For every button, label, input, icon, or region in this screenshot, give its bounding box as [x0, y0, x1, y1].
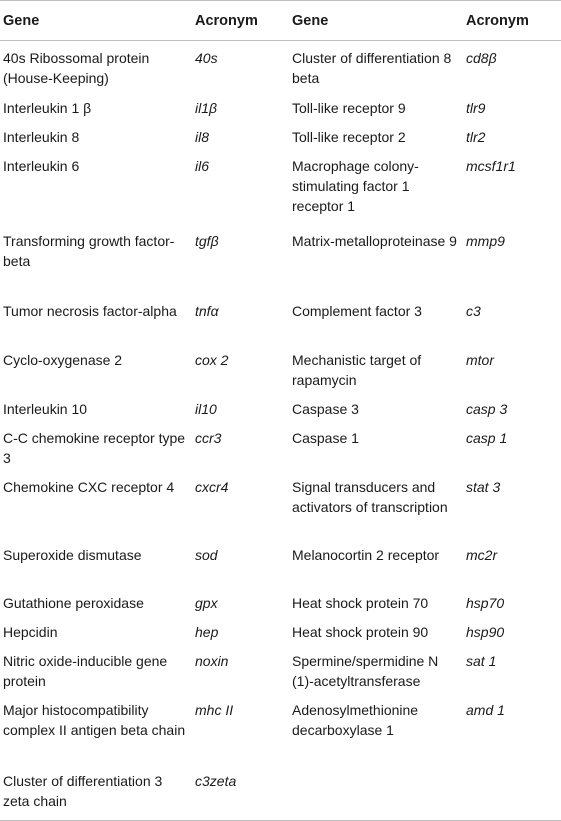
acronym-right: amd 1 [466, 701, 505, 718]
table-row [0, 538, 561, 586]
acronym-right: mcsf1r1 [466, 157, 516, 174]
acronym-right: tlr2 [466, 128, 486, 145]
acronym-left: noxin [195, 652, 229, 669]
gene-name-left: Superoxide dismutase [3, 546, 142, 563]
acronym-left: il6 [195, 157, 210, 174]
gene-name-left: Major histocompatibility complex II antigen beta chain [3, 701, 186, 738]
header-acronym-right: Acronym [463, 1, 561, 41]
table-row [0, 149, 561, 224]
acronym-right: casp 3 [466, 400, 508, 417]
gene-name-left: Interleukin 8 [3, 128, 80, 145]
acronym-left: 40s [195, 50, 218, 66]
gene-name-left: Gutathione peroxidase [3, 594, 144, 611]
table-row [0, 120, 561, 149]
gene-name-right: Caspase 1 [292, 429, 359, 446]
gene-name-right: Matrix-metalloproteinase 9 [292, 232, 457, 249]
gene-name-right: Spermine/spermidine N (1)-acetyltransferase [292, 652, 439, 689]
gene-name-right: Mechanistic target of rapamycin [292, 351, 422, 388]
acronym-left: hep [195, 623, 219, 640]
table-row [0, 693, 561, 764]
gene-name-left: Cyclo-oxygenase 2 [3, 351, 123, 368]
acronym-right: mtor [466, 351, 494, 368]
acronym-left: il10 [195, 400, 217, 417]
table-row [0, 764, 561, 821]
table-row [0, 343, 561, 392]
acronym-left: mhc II [195, 701, 234, 718]
gene-name-right: Melanocortin 2 receptor [292, 546, 440, 563]
acronym-right [463, 764, 561, 821]
acronym-right: mmp9 [466, 232, 505, 249]
gene-name-left: Tumor necrosis factor-alpha [3, 302, 177, 319]
acronym-right: casp 1 [466, 429, 508, 446]
gene-name-left: Interleukin 1 β [3, 99, 92, 116]
acronym-left: tnfα [195, 302, 219, 319]
table-row [0, 91, 561, 120]
table-body [0, 41, 561, 821]
gene-name-left: Transforming growth factor-beta [3, 232, 175, 269]
acronym-right: hsp90 [466, 623, 505, 640]
header-acronym-left: Acronym [192, 1, 288, 41]
acronym-left: il8 [195, 128, 210, 145]
gene-name-right: Caspase 3 [292, 400, 359, 417]
acronym-left: cxcr4 [195, 478, 229, 495]
header-gene-left: Gene [0, 1, 192, 41]
gene-name-right: Heat shock protein 70 [292, 594, 429, 611]
acronym-left: il1β [195, 99, 218, 116]
acronym-left: cox 2 [195, 351, 229, 368]
gene-name-right: Heat shock protein 90 [292, 623, 429, 640]
gene-name-left: Interleukin 6 [3, 157, 80, 174]
acronym-right: mc2r [466, 546, 498, 563]
acronym-right: cd8β [466, 50, 497, 66]
gene-name-right [288, 764, 463, 821]
gene-name-right: Adenosylmethionine decarboxylase 1 [292, 701, 419, 738]
table-row [0, 644, 561, 693]
gene-name-right: Complement factor 3 [292, 302, 422, 319]
acronym-left: c3zeta [192, 764, 288, 821]
gene-name-left: C-C chemokine receptor type 3 [3, 429, 186, 466]
table-row [0, 294, 561, 343]
acronym-right: hsp70 [466, 594, 505, 611]
table-row [0, 615, 561, 644]
gene-name-left: Nitric oxide-inducible gene protein [3, 652, 168, 689]
gene-name-left: 40s Ribossomal protein (House-Keeping) [3, 50, 150, 86]
acronym-left: sod [195, 546, 218, 563]
table-row [0, 470, 561, 538]
gene-name-right: Signal transducers and activators of transcription [292, 478, 448, 515]
acronym-left: ccr3 [195, 429, 222, 446]
table-header-row [0, 1, 561, 41]
gene-name-left: Chemokine CXC receptor 4 [3, 478, 175, 495]
gene-name-right: Macrophage colony-stimulating factor 1 receptor 1 [292, 157, 419, 214]
gene-name-right: Cluster of differentiation 8 beta [292, 50, 452, 86]
acronym-right: tlr9 [466, 99, 486, 116]
table-row [0, 224, 561, 294]
gene-name-left: Interleukin 10 [3, 400, 88, 417]
acronym-right: c3 [466, 302, 481, 319]
acronym-left: gpx [195, 594, 218, 611]
table-row [0, 392, 561, 421]
header-gene-right: Gene [288, 1, 463, 41]
acronym-right: stat 3 [466, 478, 501, 495]
gene-name-right: Toll-like receptor 2 [292, 128, 406, 145]
table-row [0, 421, 561, 470]
gene-name-right: Toll-like receptor 9 [292, 99, 406, 116]
table-row [0, 586, 561, 615]
table-row [0, 41, 561, 91]
gene-name-left: Cluster of differentiation 3 zeta chain [0, 764, 192, 821]
acronym-right: sat 1 [466, 652, 497, 669]
gene-name-left: Hepcidin [3, 623, 58, 640]
acronym-left: tgfβ [195, 232, 219, 249]
